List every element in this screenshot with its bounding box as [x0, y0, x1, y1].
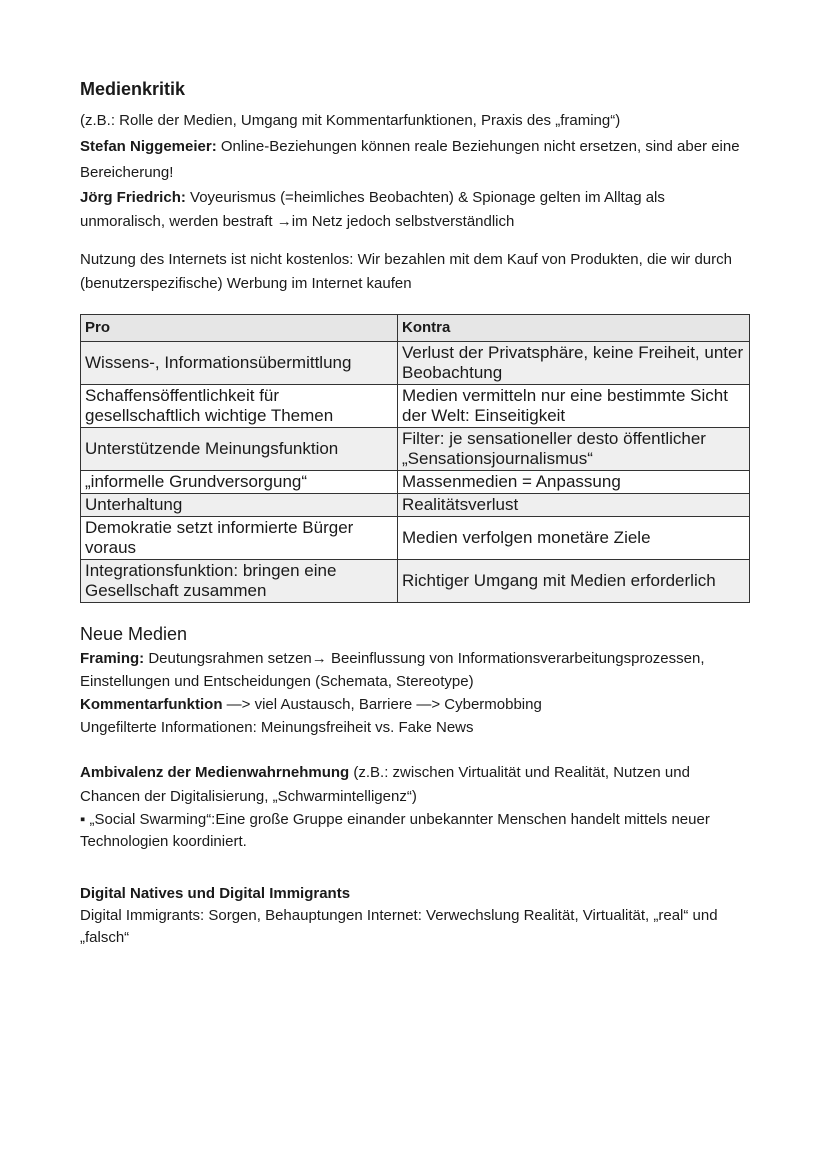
pro-cell: „informelle Grundversorgung“ [81, 471, 398, 494]
ambivalenz-label: Ambivalenz der Medienwahrnehmung [80, 764, 350, 781]
digital-heading [80, 883, 752, 905]
kommentar-paragraph [80, 693, 752, 716]
ambivalenz-paragraph [80, 761, 752, 809]
kontra-cell: Medien vermitteln nur eine bestimmte Sicht der Welt: Einseitigkeit [398, 385, 750, 428]
pro-cell: Unterstützende Meinungsfunktion [81, 428, 398, 471]
internet-note: Nutzung des Internets ist nicht kostenlos: Wir bezahlen mit dem Kauf von Produkten, die wir durch (benutzerspezifische) Werbung im Internet kaufen [80, 251, 732, 292]
kontra-cell: Realitätsverlust [398, 494, 750, 517]
header-pro: Pro [81, 315, 398, 342]
spacer [80, 739, 752, 761]
spacer [80, 234, 752, 248]
pro-contra-table [80, 314, 750, 603]
pro-cell: Demokratie setzt informierte Bürger voraus [81, 517, 398, 560]
table-row [81, 560, 750, 603]
kontra-cell: Verlust der Privatsphäre, keine Freiheit, unter Beobachtung [398, 342, 750, 385]
pro-cell: Integrationsfunktion: bringen eine Gesellschaft zusammen [81, 560, 398, 603]
quote-author: Stefan Niggemeier: [80, 138, 217, 155]
kommentar-text: —> viel Austausch, Barriere —> Cybermobbing [222, 696, 542, 713]
framing-text: Deutungsrahmen setzen→ Beeinflussung von Informationsverarbeitungsprozessen, Einstellungen und Entscheidungen (Schemata, Stereotype) [80, 650, 705, 690]
header-kontra: Kontra [398, 315, 750, 342]
ungefiltert-paragraph: Ungefilterte Informationen: Meinungsfreiheit vs. Fake News [80, 719, 474, 736]
quote-author: Jörg Friedrich: [80, 189, 186, 206]
digital-text: Digital Immigrants: Sorgen, Behauptungen Internet: Verwechslung Realität, Virtualität, „real“ und „falsch“ [80, 907, 718, 946]
table-row [81, 385, 750, 428]
document-page [80, 78, 752, 949]
quote-niggemeier [80, 134, 752, 186]
page-title: Medienkritik [80, 79, 186, 99]
quote-text: Voyeurismus (=heimliches Beobachten) & Spionage gelten im Alltag als unmoralisch, werden bestraft →im Netz jedoch selbstverständlich [80, 189, 665, 230]
intro-text: (z.B.: Rolle der Medien, Umgang mit Kommentarfunktionen, Praxis des „framing“) [80, 112, 621, 129]
table-header-row [81, 315, 750, 342]
kontra-cell: Filter: je sensationeller desto öffentlicher „Sensationsjournalismus“ [398, 428, 750, 471]
spacer [80, 853, 752, 883]
table-row [81, 342, 750, 385]
quote-friedrich [80, 186, 752, 234]
kommentar-label: Kommentarfunktion [80, 696, 223, 713]
framing-label: Framing: [80, 650, 145, 667]
kontra-cell: Richtiger Umgang mit Medien erforderlich [398, 560, 750, 603]
table-row [81, 517, 750, 560]
pro-cell: Unterhaltung [81, 494, 398, 517]
pro-cell: Wissens-, Informationsübermittlung [81, 342, 398, 385]
table-row [81, 471, 750, 494]
quote-text: Online-Beziehungen können reale Beziehungen nicht ersetzen, sind aber eine Bereicherung! [80, 138, 740, 181]
digital-heading-text: Digital Natives und Digital Immigrants [80, 885, 351, 902]
table-row [81, 494, 750, 517]
kontra-cell: Massenmedien = Anpassung [398, 471, 750, 494]
ambivalenz-text: (z.B.: zwischen Virtualität und Realität, Nutzen und Chancen der Digitalisierung, „Schwarmintelligenz“) [80, 764, 690, 805]
social-swarming-bullet: ▪ „Social Swarming“:Eine große Gruppe einander unbekannter Menschen handelt mittels neuer Technologien koordiniert. [80, 811, 710, 850]
pro-cell: Schaffensöffentlichkeit für gesellschaftlich wichtige Themen [81, 385, 398, 428]
framing-paragraph [80, 647, 752, 693]
section-heading-neue-medien: Neue Medien [80, 624, 188, 644]
kontra-cell: Medien verfolgen monetäre Ziele [398, 517, 750, 560]
table-row [81, 428, 750, 471]
